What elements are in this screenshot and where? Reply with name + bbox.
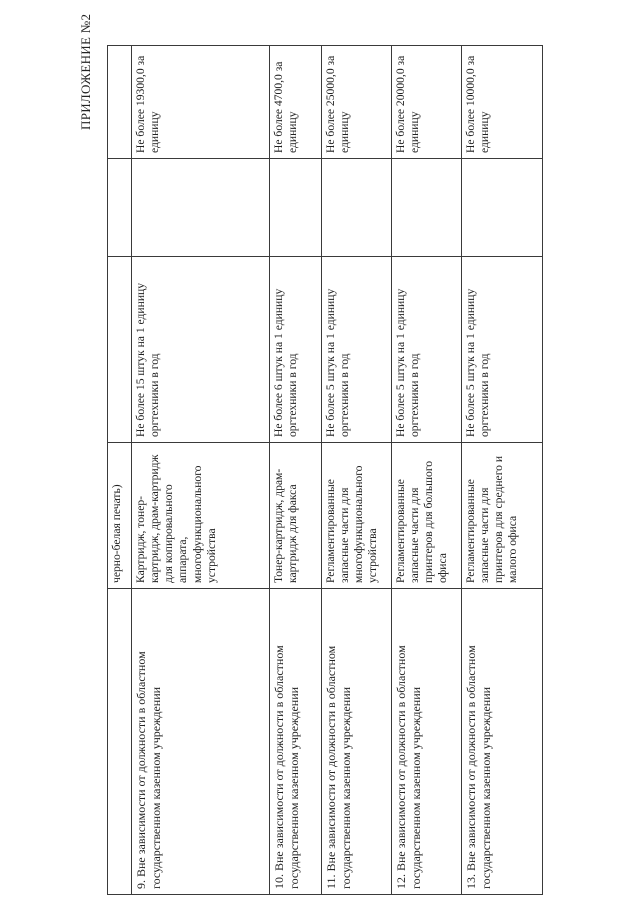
quantity-cell: Не более 5 штук на 1 единицу оргтехники в год bbox=[322, 257, 392, 443]
price-cell: Не более 20000,0 за единицу bbox=[392, 46, 462, 159]
item-cell: Регламентированные запасные части для принтеров для среднего и малого офиса bbox=[462, 443, 543, 589]
quantity-cell: Не более 5 штук на 1 единицу оргтехники в год bbox=[392, 257, 462, 443]
quantity-cell bbox=[108, 257, 132, 443]
item-cell: Регламентированные запасные части для многофункционального устройства bbox=[322, 443, 392, 589]
category-cell bbox=[108, 589, 132, 895]
item-cell: Тонер-картридж, драм-картридж для факса bbox=[270, 443, 322, 589]
price-cell: Не более 4700,0 за единицу bbox=[270, 46, 322, 159]
table-row bbox=[392, 46, 462, 895]
category-cell: 9. Вне зависимости от должности в областном государственном казенном учреждении bbox=[132, 589, 270, 895]
appendix-label: ПРИЛОЖЕНИЕ №2 bbox=[78, 13, 93, 130]
item-cell: Регламентированные запасные части для принтеров для большого офиса bbox=[392, 443, 462, 589]
category-cell: 12. Вне зависимости от должности в областном государственном казенном учреждении bbox=[392, 589, 462, 895]
item-cell: черно-белая печать) bbox=[108, 443, 132, 589]
norms-table bbox=[107, 45, 543, 895]
category-cell: 13. Вне зависимости от должности в областном государственном казенном учреждении bbox=[462, 589, 543, 895]
extra-cell bbox=[270, 159, 322, 257]
price-cell: Не более 25000,0 за единицу bbox=[322, 46, 392, 159]
item-cell: Картридж, тонер-картридж, драм-картридж для копировального аппарата, многофункционального устройства bbox=[132, 443, 270, 589]
quantity-cell: Не более 6 штук на 1 единицу оргтехники в год bbox=[270, 257, 322, 443]
extra-cell bbox=[132, 159, 270, 257]
quantity-cell: Не более 5 штук на 1 единицу оргтехники в год bbox=[462, 257, 543, 443]
table-row bbox=[270, 46, 322, 895]
price-cell: Не более 10000,0 за единицу bbox=[462, 46, 543, 159]
table-row bbox=[322, 46, 392, 895]
price-cell: Не более 19300,0 за единицу bbox=[132, 46, 270, 159]
category-cell: 11. Вне зависимости от должности в областном государственном казенном учреждении bbox=[322, 589, 392, 895]
price-cell bbox=[108, 46, 132, 159]
table-row bbox=[108, 46, 132, 895]
extra-cell bbox=[462, 159, 543, 257]
quantity-cell: Не более 15 штук на 1 единицу оргтехники в год bbox=[132, 257, 270, 443]
extra-cell bbox=[108, 159, 132, 257]
table-row bbox=[462, 46, 543, 895]
extra-cell bbox=[322, 159, 392, 257]
extra-cell bbox=[392, 159, 462, 257]
table-row bbox=[132, 46, 270, 895]
category-cell: 10. Вне зависимости от должности в областном государственном казенном учреждении bbox=[270, 589, 322, 895]
